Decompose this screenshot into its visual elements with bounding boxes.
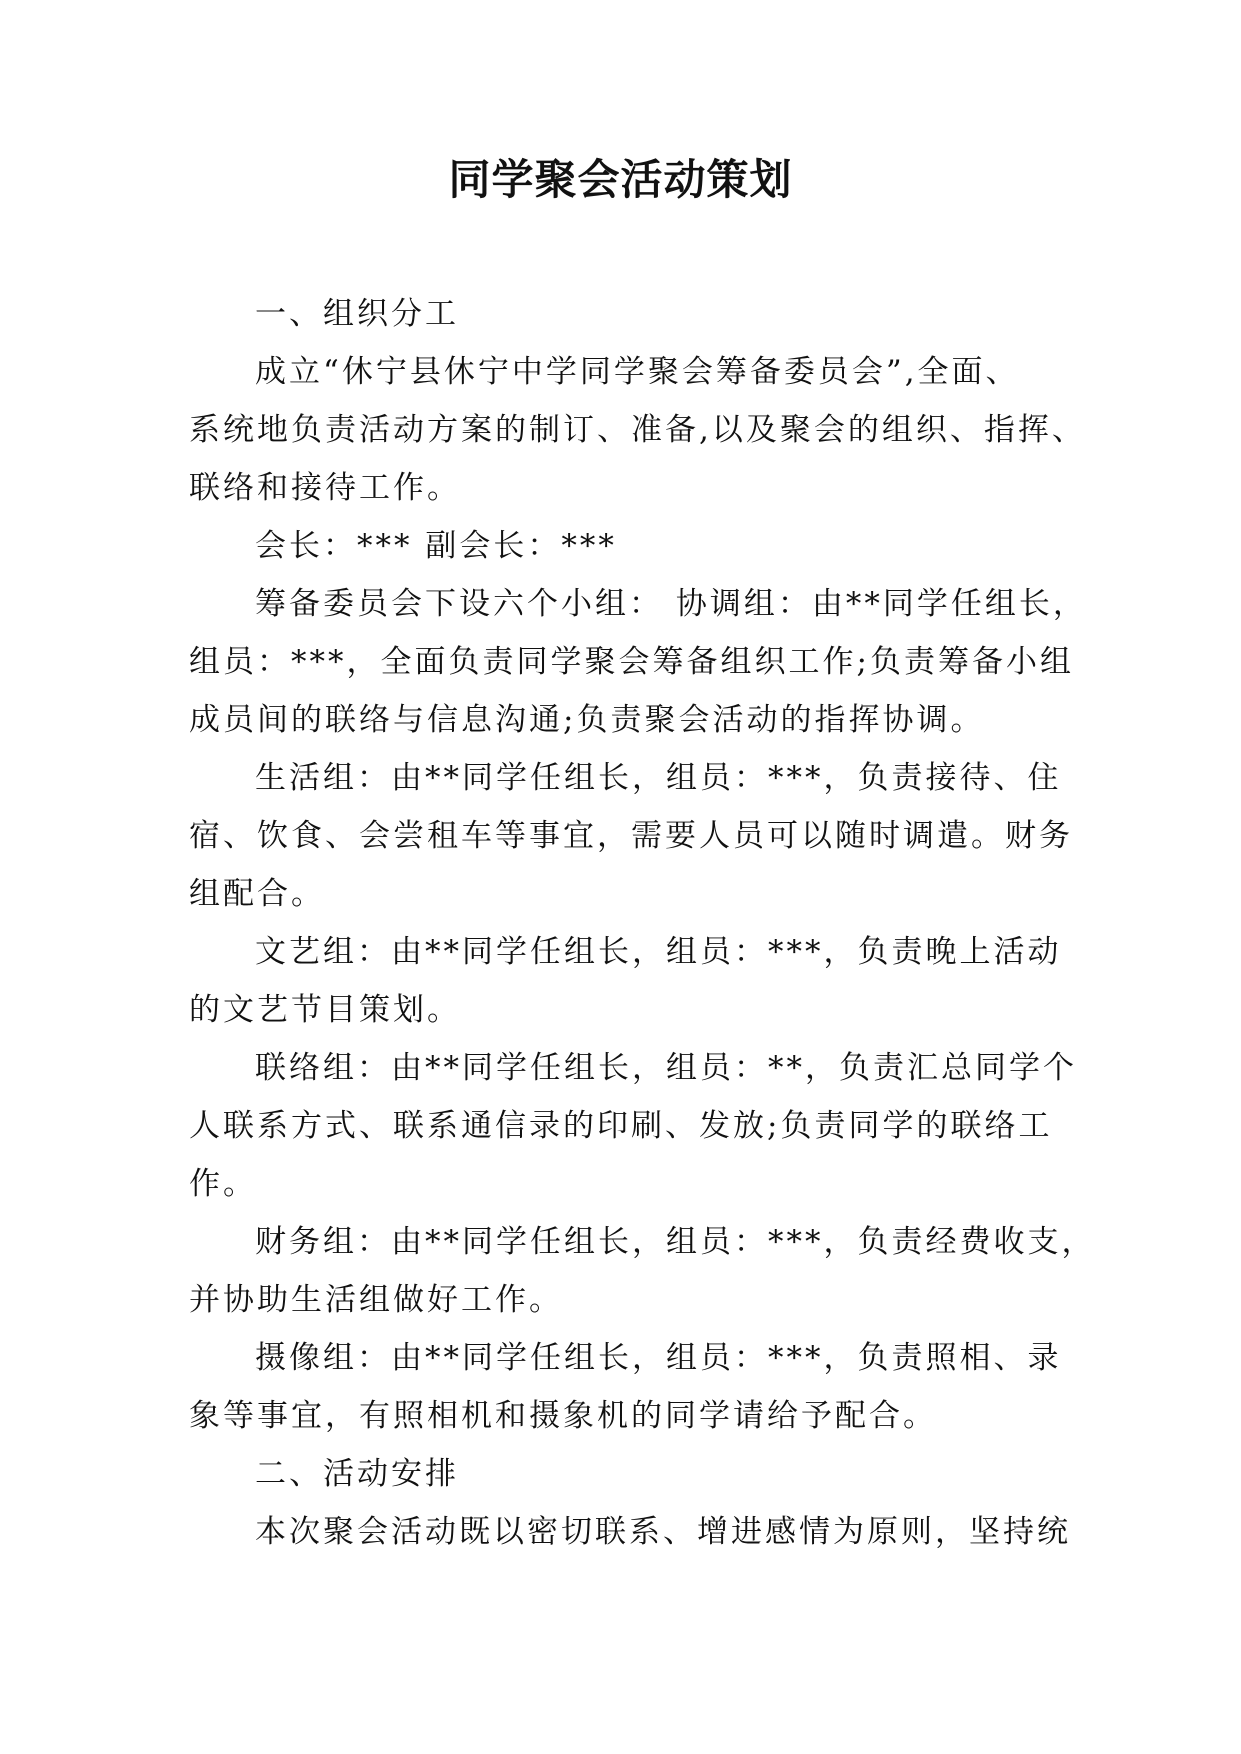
section-heading-activities: 二、活动安排 — [255, 1456, 459, 1492]
paragraph-line: 联络组：由**同学任组长，组员：**，负责汇总同学个 — [255, 1050, 1077, 1086]
paragraph-line: 会长：*** 副会长：*** — [255, 528, 617, 564]
paragraph-line: 财务组：由**同学任组长，组员：***，负责经费收支， — [255, 1224, 1096, 1260]
paragraph-line: 本次聚会活动既以密切联系、增进感情为原则，坚持统 — [255, 1514, 1071, 1550]
paragraph-line: 成立“休宁县休宁中学同学聚会筹备委员会”,全面、 — [255, 354, 1020, 390]
paragraph-line: 摄像组：由**同学任组长，组员：***，负责照相、录 — [255, 1340, 1062, 1376]
paragraph-line: 联络和接待工作。 — [189, 470, 461, 506]
paragraph-line: 宿、饮食、会尝租车等事宜，需要人员可以随时调遣。财务 — [189, 818, 1073, 854]
paragraph-line: 象等事宜，有照相机和摄象机的同学请给予配合。 — [189, 1398, 937, 1434]
paragraph-line: 人联系方式、联系通信录的印刷、发放;负责同学的联络工 — [189, 1108, 1053, 1144]
paragraph-line: 并协助生活组做好工作。 — [189, 1282, 563, 1318]
document-title: 同学聚会活动策划 — [448, 155, 793, 204]
paragraph-line: 组配合。 — [189, 876, 325, 912]
section-heading-organization: 一、组织分工 — [255, 296, 459, 332]
paragraph-line: 成员间的联络与信息沟通;负责聚会活动的指挥协调。 — [189, 702, 985, 738]
paragraph-line: 文艺组：由**同学任组长，组员：***，负责晚上活动 — [255, 934, 1062, 970]
paragraph-line: 系统地负责活动方案的制订、准备,以及聚会的组织、指挥、 — [189, 412, 1086, 448]
paragraph-line: 的文艺节目策划。 — [189, 992, 461, 1028]
document-body — [189, 285, 1096, 1561]
paragraph-line: 作。 — [189, 1166, 257, 1202]
paragraph-line: 筹备委员会下设六个小组： 协调组：由**同学任组长， — [255, 586, 1087, 622]
paragraph-line: 组员：***，全面负责同学聚会筹备组织工作;负责筹备小组 — [189, 644, 1074, 680]
paragraph-line: 生活组：由**同学任组长，组员：***，负责接待、住 — [255, 760, 1062, 796]
